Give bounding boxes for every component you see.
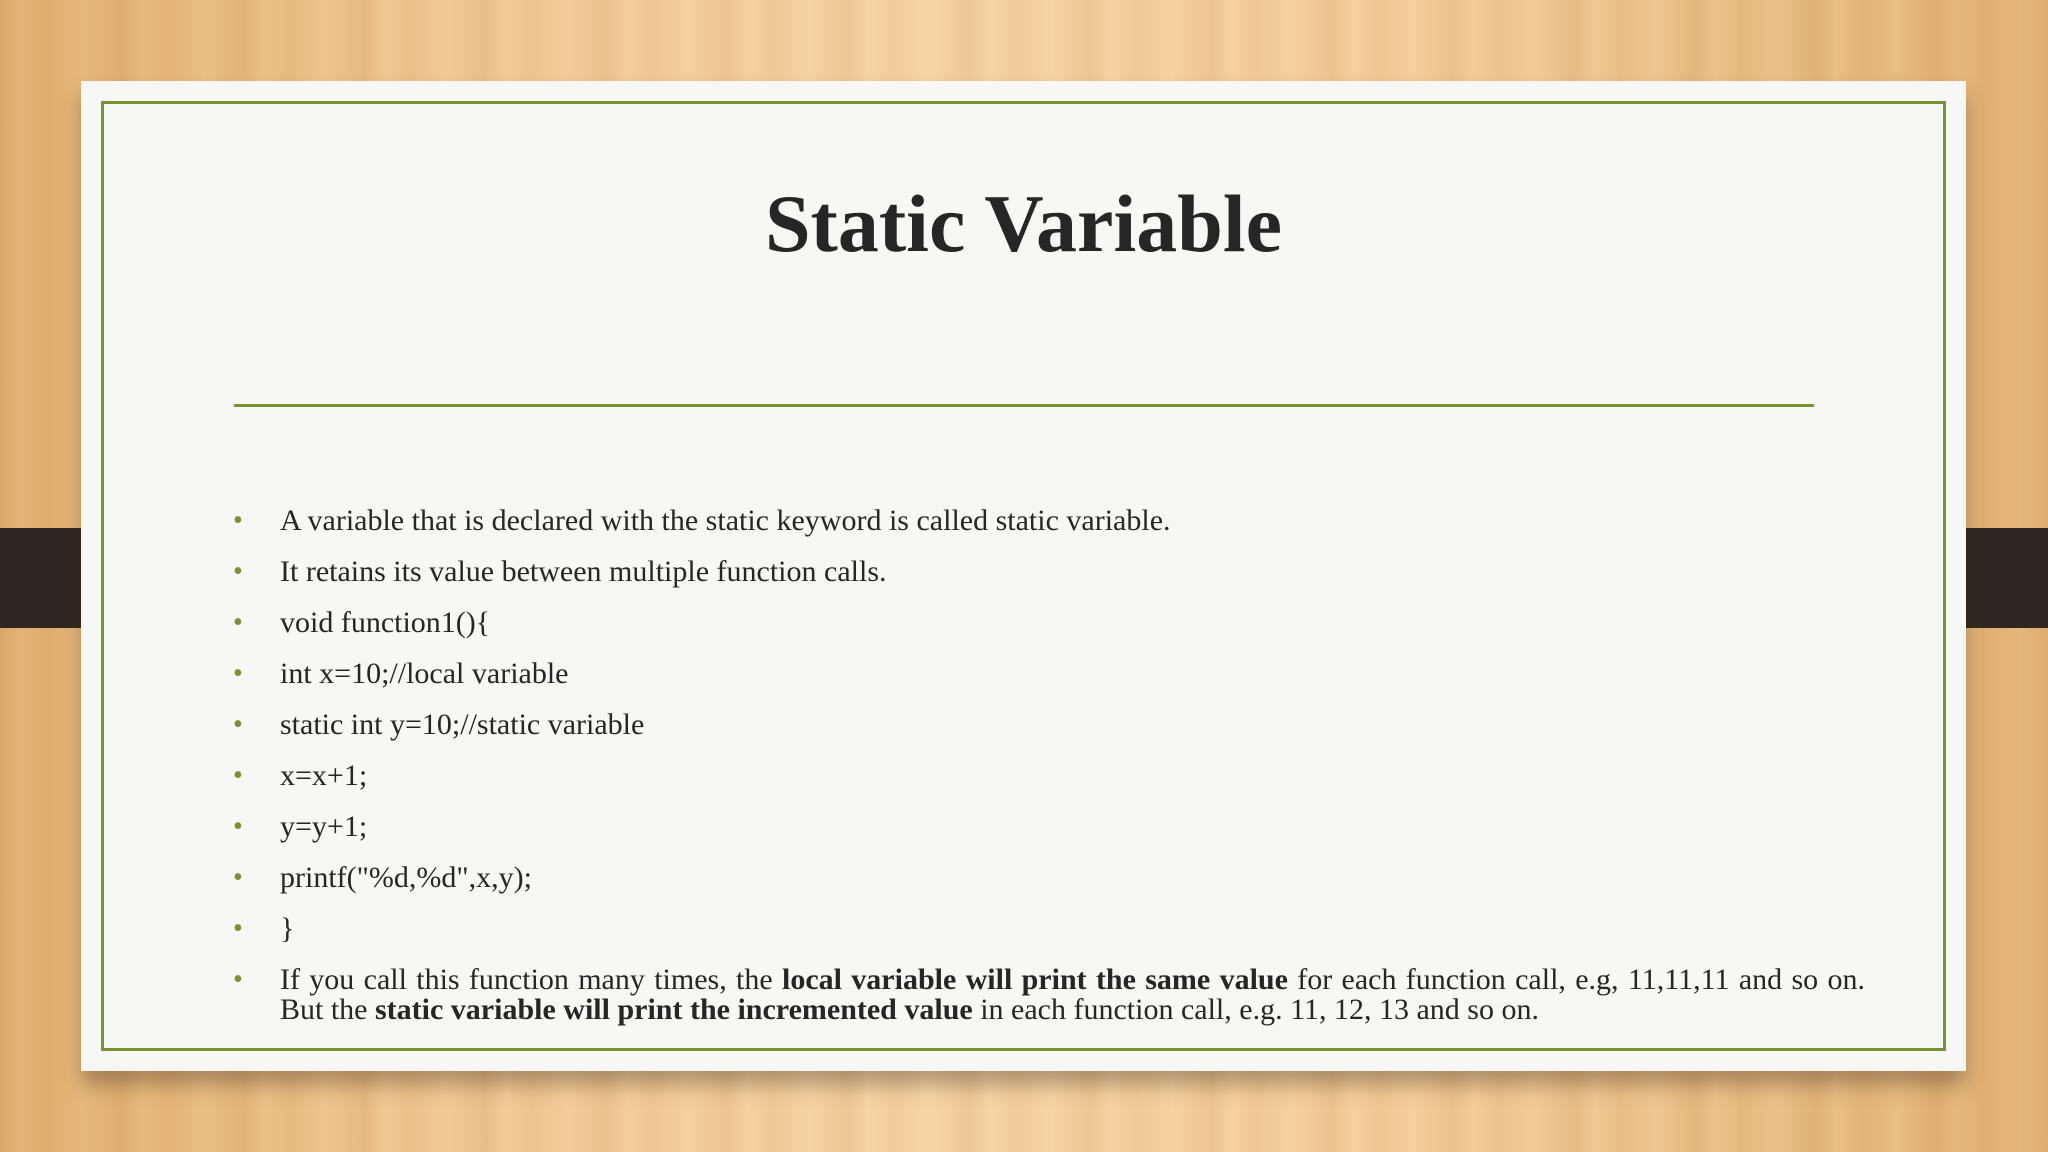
slide-canvas — [81, 81, 1966, 1071]
explanation-bold-1: local variable will print the same value — [782, 963, 1288, 996]
bullet-list — [233, 506, 1873, 1046]
slide-title: Static Variable — [764, 178, 1283, 269]
bullet-icon: • — [233, 709, 243, 740]
bullet-item — [233, 557, 1873, 587]
bullet-icon: • — [233, 607, 243, 638]
bullet-text: static int y=10;//static variable — [280, 708, 645, 741]
bullet-text: It retains its value between multiple function calls. — [280, 555, 887, 588]
bullet-text: void function1(){ — [280, 606, 491, 639]
bullet-item — [233, 761, 1873, 791]
bullet-item — [233, 710, 1873, 740]
explanation-bold-2: static variable will print the incremented value — [375, 993, 973, 1026]
bullet-icon: • — [233, 505, 243, 536]
bullet-item — [233, 608, 1873, 638]
bullet-text: y=y+1; — [280, 810, 368, 843]
bullet-icon: • — [233, 964, 243, 995]
bullet-icon: • — [233, 913, 243, 944]
bullet-item — [233, 914, 1873, 944]
bullet-item — [233, 659, 1873, 689]
bullet-item — [233, 812, 1873, 842]
title-divider — [234, 404, 1814, 407]
bullet-icon: • — [233, 658, 243, 689]
bullet-icon: • — [233, 862, 243, 893]
bullet-item — [233, 863, 1873, 893]
bullet-icon: • — [233, 760, 243, 791]
bullet-text: x=x+1; — [280, 759, 368, 792]
bullet-text: } — [280, 912, 295, 945]
bullet-item-explanation — [233, 965, 1865, 1025]
bullet-text: int x=10;//local variable — [280, 657, 569, 690]
bullet-icon: • — [233, 811, 243, 842]
explanation-text-2: for each function call, e.g, 11,11,11 and so on. But the — [280, 963, 1865, 1026]
explanation-text-1: If you call this function many times, the — [280, 963, 782, 996]
bullet-item — [233, 506, 1873, 536]
bullet-text: printf("%d,%d",x,y); — [280, 861, 532, 894]
bullet-text: A variable that is declared with the static keyword is called static variable. — [280, 504, 1171, 537]
explanation-text-3: in each function call, e.g. 11, 12, 13 and so on. — [972, 993, 1539, 1026]
bullet-icon: • — [233, 556, 243, 587]
